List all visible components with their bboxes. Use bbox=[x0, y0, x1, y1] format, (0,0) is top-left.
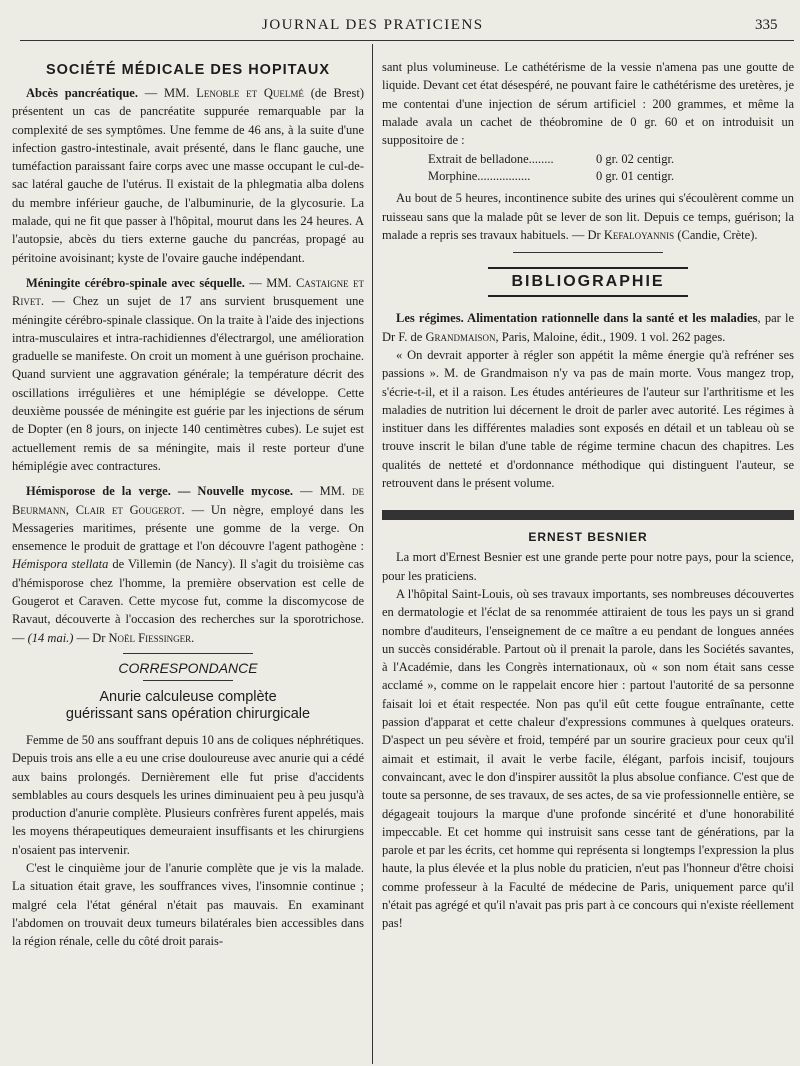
article-meningite: Méningite cérébro-spinale avec séquelle. — MM. Castaigne et Rivet. — Chez un sujet de 17 ans survient brusquement une méningite cérébro-spinale classique. On la traite à l'aide des injections intra-musculaires et intra-rachidiennes d'électrargol, une amélioration graduelle se manifeste. On croit un moment à une guérison prochaine. Quand survient une aggravation générale; la température décrit des oscillations irrégulières et une hémiplégie se développe. Cette deuxième poussée de méningite est guérie par les injections de sérum de Dopter (en 8 jours, on injecte 140 centimètres cubes). Le sujet est actuellement remis de sa méningite, mais il reste porteur d'une hémiplégie avec contractures. bbox=[12, 275, 364, 473]
header-rule bbox=[20, 40, 794, 41]
bibliographie-title: BIBLIOGRAPHIE bbox=[488, 267, 688, 297]
regimes-review: Les régimes. Alimentation rationnelle dans la santé et les maladies, par le Dr F. de Grandmaison, Paris, Maloine, édit., 1909. 1 vol. 262 pages. bbox=[382, 311, 794, 344]
article-authors: de Beurmann, Clair et Gougerot bbox=[12, 484, 364, 517]
column-divider bbox=[372, 44, 373, 1064]
anurie-paragraph-1: Femme de 50 ans souffrant depuis 10 ans de coliques néphrétiques. Depuis trois ans elle a eu une crise douloureuse avec anurie qui a cédé aux bains prolongés. Dernièrement elle fut prise d'accidents semblables au cours desquels les urines diminuaient peu à peu jusqu'à production d'anurie complète. Plusieurs confrères furent appelés, mais les moyens thérapeutiques demeuraient insuffisants et les chirurgiens n'osaient pas intervenir. bbox=[12, 732, 364, 857]
divider bbox=[143, 680, 233, 681]
article-body: de Villemin (de Nancy). Il s'agit du troisième cas d'hémisporose chez l'homme, la première observation est celle de Gougerot et Caraven. Cette mycose fut, comme la discomycose de Ravaut, découverte à l'occasion des recherches sur la sporotrichose. — bbox=[12, 557, 365, 645]
section-title: SOCIÉTÉ MÉDICALE DES HOPITAUX bbox=[45, 62, 331, 78]
article-body: . — Chez un sujet de 17 ans survient brusquement une méningite cérébro-spinale classique. On la traite à l'aide des injections intra-musculaires et intra-rachidiennes d'électrargol, une amélioration graduelle se manifeste. On croit un moment à une guérison prochaine. Quand survient une aggravation générale; la température décrit des oscillations irrégulières et une hémiplégie se développe. Cette deuxième poussée de méningite est guérie par les injections de sérum de Dopter (en 8 jours, on injecte 140 centimètres cubes). Le sujet est actuellement remis de sa méningite, mais il reste porteur d'une hémiplégie avec contractures. bbox=[12, 294, 364, 473]
book-title: Les régimes. Alimentation rationnelle dans la santé et les maladies bbox=[396, 311, 758, 326]
article-abces: Abcès pancréatique. — MM. Lenoble et Quelmé (de Brest) présentent un cas de pancréatite suppurée remarquable par la complexité de ses symptômes. Une femme de 46 ans, à la suite d'une infection gastro-intestinale, avait présenté, dans le flanc gauche, une tuméfaction paraissant faire corps avec une masse occupant le cul-de-sac latéral gauche de l'utérus. Il existait de la phlegmatia alba dolens du membre inférieur gauche, de l'albuminurie, de la glycosurie. La malade, qui ne fit que passer à l'hôpital, mourut dans les 24 heures. A l'autopsie, abcès du tiers externe gauche du pancréas, propagé au péritoine avoisinant; kyste de l'ovaire gauche indépendant. bbox=[12, 86, 364, 265]
right-column bbox=[382, 58, 794, 933]
prescription-row: Extrait de belladone........ 0 gr. 02 centigr. bbox=[428, 152, 675, 167]
anurie-continuation: sant plus volumineuse. Le cathétérisme de la vessie n'amena pas une goutte de liquide. Devant cet état désespéré, ne pouvant faire le cathétérisme des uretères, je me contentai d'une injection de sérum artificiel : 200 grammes, et même la malade avala un cachet de théobromine de 0 gr. 60 et on introduisit un suppositoire de : bbox=[382, 60, 794, 148]
divider bbox=[123, 653, 253, 654]
page-number: 335 bbox=[755, 17, 778, 33]
correspondance-title: CORRESPONDANCE bbox=[118, 659, 258, 676]
prescription-row: Morphine................. 0 gr. 01 centigr. bbox=[428, 169, 675, 184]
besnier-paragraph-1: La mort d'Ernest Besnier est une grande perte pour notre pays, pour la science, pour les praticiens. bbox=[382, 550, 794, 583]
article-authors: Lenoble et Quelmé bbox=[196, 86, 304, 100]
signature: Kefaloyannis bbox=[603, 228, 675, 243]
prescription bbox=[428, 151, 794, 185]
article-title: Méningite cérébro-spinale avec séquelle. bbox=[26, 275, 245, 290]
left-column bbox=[12, 54, 364, 950]
article-title: Hémisporose de la verge. — Nouvelle mycose. bbox=[26, 484, 293, 499]
divider bbox=[513, 252, 663, 253]
besnier-title: ERNEST BESNIER bbox=[528, 530, 648, 545]
anurie-paragraph-2: C'est le cinquième jour de l'anurie complète que je vis la malade. La situation était grave, les souffrances vives, l'insomnie continue ; malgré cela l'état général n'était pas mauvais. En examinant l'abdomen on trouvait deux tumeurs bilatérales bien accessibles dans la région rénale, celle du côté droit parais- bbox=[12, 860, 364, 949]
anurie-title: Anurie calculeuse complète guérissant sans opération chirurgicale bbox=[65, 688, 311, 722]
article-title: Abcès pancréatique. bbox=[26, 86, 138, 100]
article-hemisporose: Hémisporose de la verge. — Nouvelle mycose. — MM. de Beurmann, Clair et Gougerot. — Un nègre, employé dans les Messageries maritimes, présente une gomme de la verge. On ensemence le produit de grattage et l'on découvre l'agent pathogène : Hémispora stellata de Villemin (de Nancy). Il s'agit du troisième cas d'hémisporose chez l'homme, la première observation est celle de Gougerot et Caraven. Cette mycose fut, comme la discomycose de Ravaut, découverte à l'occasion des recherches sur la sporotrichose. — (14 mai.) — Dr Noël Fiessinger. bbox=[12, 484, 365, 645]
article-body: . — Un nègre, employé dans les Messageries maritimes, présente une gomme de la verge. On ensemence le produit de grattage et l'on découvre l'agent pathogène : bbox=[12, 502, 364, 554]
ornamental-bar bbox=[382, 510, 794, 520]
signature: Noël Fiessinger bbox=[108, 630, 192, 645]
article-authors: Castaigne et Rivet bbox=[12, 275, 364, 309]
journal-title: JOURNAL DES PRATICIENS bbox=[262, 17, 484, 33]
anurie-conclusion: Au bout de 5 heures, incontinence subite des urines qui s'écoulèrent comme un ruisseau sans que la malade pût se lever de son lit. Depuis ce temps, guérison; la malade a repris ses travaux habituels. — Dr Kefaloyannis (Candie, Crète). bbox=[382, 191, 794, 243]
page-header bbox=[0, 0, 800, 44]
book-author: Grandmaison bbox=[425, 329, 496, 344]
article-date: (14 mai.) bbox=[27, 630, 74, 645]
species-name: Hémispora stellata bbox=[12, 557, 109, 572]
regimes-text: « On devrait apporter à régler son appétit la même énergie qu'à refréner ses passions ». M. de Grandmaison n'y va pas de main morte. Vous mangez trop, s'écrie-t-il, et il a raison. Les études antérieures de l'auteur sur l'arthritisme et les maladies de nutrition lui décernent le droit de parler avec autorité. Les régimes à instituer dans les différentes maladies sont exposés en détail et un tableau où se trouve inscrit le bilan d'une table de régime termine chacun des chapitres. Les qualités de netteté et d'ordonnance méthodique qui distinguent l'auteur, se retrouvent dans le présent volume. bbox=[382, 347, 794, 491]
article-body: (de Brest) présentent un cas de pancréatite suppurée remarquable par la complexité de ses symptômes. Une femme de 46 ans, à la suite d'une infection gastro-intestinale, avait présenté, dans le flanc gauche, une tuméfaction paraissant faire corps avec une masse occupant le cul-de-sac latéral gauche de l'utérus. Il existait de la phlegmatia alba dolens du membre inférieur gauche, de l'albuminurie, de la glycosurie. La malade, qui ne fit que passer à l'hôpital, mourut dans les 24 heures. A l'autopsie, abcès du tiers externe gauche du pancréas, propagé au péritoine avoisinant; kyste de l'ovaire gauche indépendant. bbox=[12, 86, 364, 265]
besnier-paragraph-2: A l'hôpital Saint-Louis, où ses travaux importants, ses nombreuses découvertes en dermatologie et l'éclat de sa renommée attiraient de tous les pays un si grand nombre d'auditeurs, l'enseignement de ce maître a eu pendant de longues années un succès considérable. Partout où il prenait la parole, dans les Sociétés savantes, à l'Académie, dans les Congrès internationaux, où « son nom était sans cesse acclamé », comme on le rappelait encore hier : partout l'autorité de sa personne faisait loi et était respectée. Non pas qu'il eût cette fougue entraînante, cette passion d'apparat et cette chaleur d'expressions communes à quelques orateurs. D'aspect un peu sévère et froid, tempéré par un sourire gracieux pour ceux qu'il aimait et estimait, il avait le verbe facile, élégant, parfois incisif, toujours convaincant, avec le don d'inspirer aussitôt la plus absolue confiance. C'est que de toute sa personne, de ses travaux, de ses actes, de sa vie professionnelle entière, se dégageait toujours la marque d'une profonde sincérité et d'une honorabilité impeccable. Et cet homme qui instruisit sans cesse tant de générations, par la parole et par les écrits, cet homme qui représenta si longtemps l'expression la plus haute, la plus élevée et la plus noble du praticien, n'eut pas l'honneur d'être choisi comme professeur à la Faculté de médecine de Paris, uniquement parce qu'il n'était pas agrégé et qu'il n'avait pas pris part à ce concours qui n'existe réellement pas! bbox=[382, 586, 794, 931]
